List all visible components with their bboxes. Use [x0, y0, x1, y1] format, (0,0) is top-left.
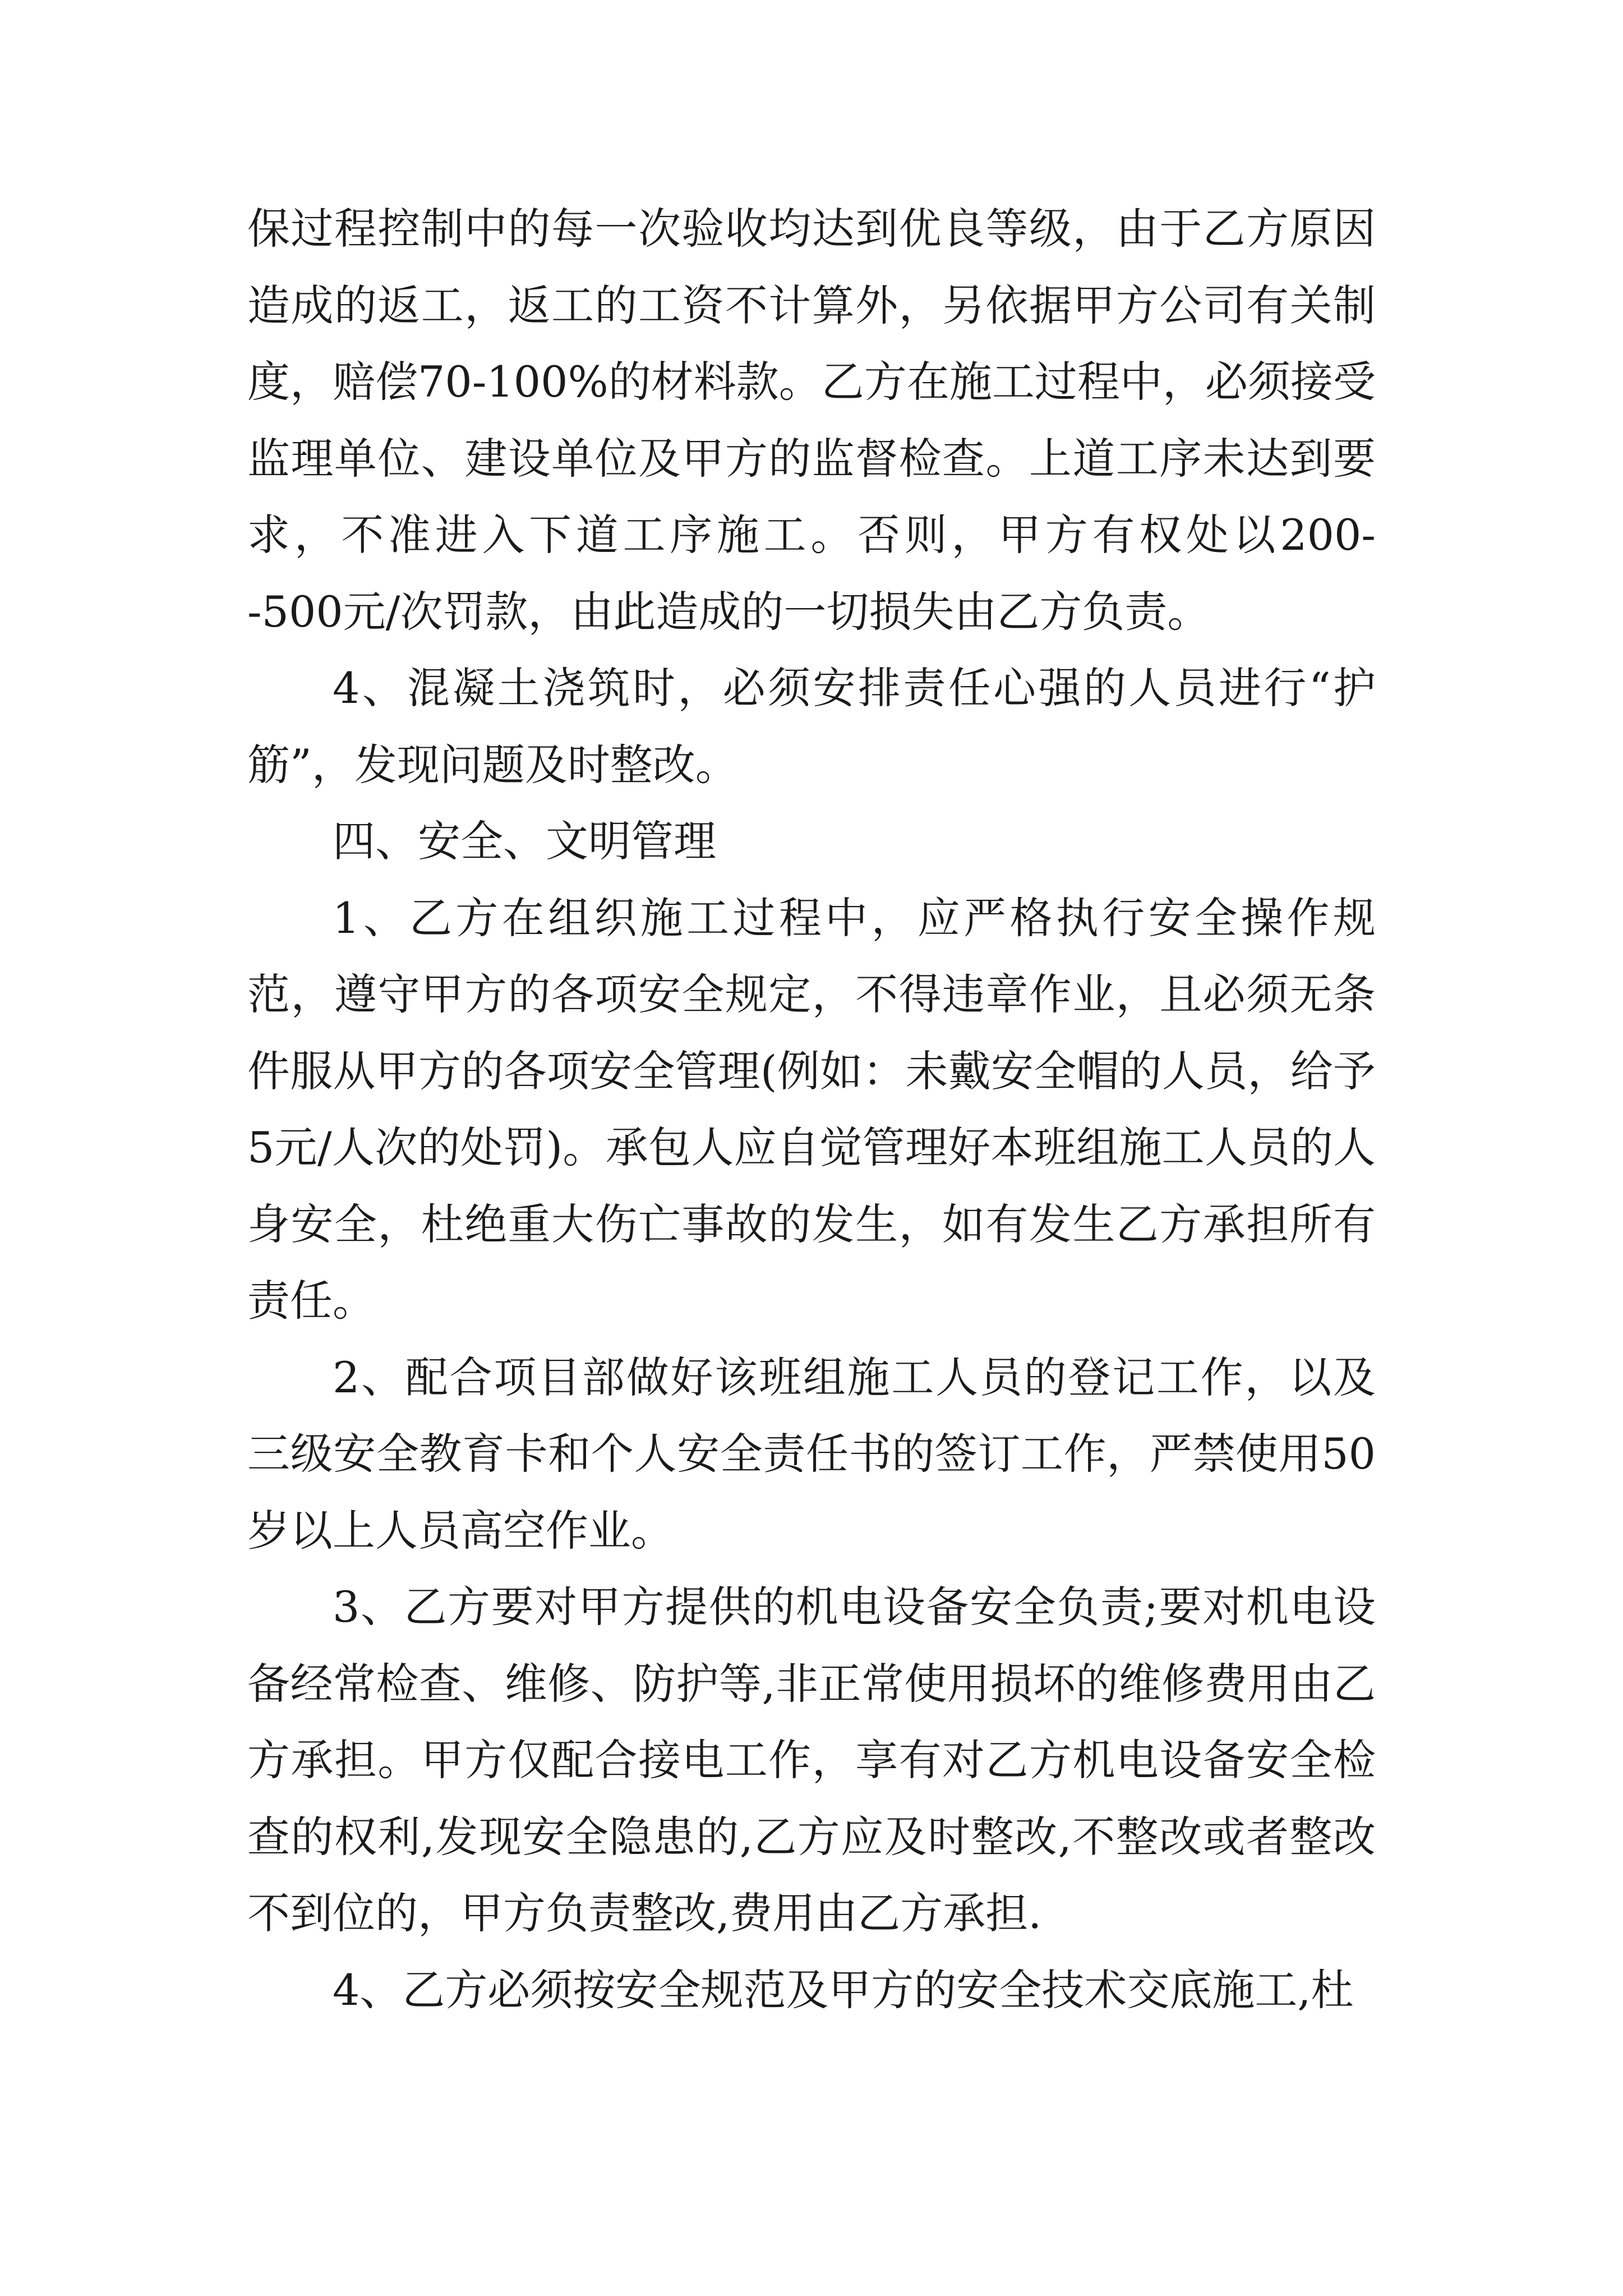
paragraph-safety-item-3: 3、乙方要对甲方提供的机电设备安全负责;要对机电设备经常检查、维修、防护等,非正常使用损坏的维修费用由乙方承担。甲方仅配合接电工作，享有对乙方机电设备安全检查的权利,发现安全隐患的,乙方应及时整改,不整改或者整改不到位的，甲方负责整改,费用由乙方承担.	[247, 1582, 1376, 1938]
paragraph-safety-item-1: 1、乙方在组织施工过程中，应严格执行安全操作规范，遵守甲方的各项安全规定，不得违章作业，且必须无条件服从甲方的各项安全管理(例如：未戴安全帽的人员，给予5元/人次的处罚)。承包人应自觉管理好本班组施工人员的人身安全，杜绝重大伤亡事故的发生，如有发生乙方承担所有责任。	[247, 892, 1376, 1326]
paragraph-quality-continued: 保过程控制中的每一次验收均达到优良等级，由于乙方原因造成的返工，返工的工资不计算外，另依据甲方公司有关制度，赔偿70-100%的材料款。乙方在施工过程中，必须接受监理单位、建设单位及甲方的监督检查。上道工序未达到要求，不准进入下道工序施工。否则，甲方有权处以200--500元/次罚款，由此造成的一切损失由乙方负责。	[247, 204, 1376, 637]
paragraph-quality-item-4: 4、混凝土浇筑时，必须安排责任心强的人员进行“护筋”，发现问题及时整改。	[247, 663, 1376, 790]
section-heading-safety: 四、安全、文明管理	[333, 816, 716, 866]
paragraph-safety-item-2: 2、配合项目部做好该班组施工人员的登记工作，以及三级安全教育卡和个人安全责任书的签订工作，严禁使用50岁以上人员高空作业。	[247, 1352, 1376, 1556]
document-body	[247, 191, 1376, 2028]
paragraph-safety-item-4: 4、乙方必须按安全规范及甲方的安全技术交底施工,杜	[333, 1964, 1354, 2015]
